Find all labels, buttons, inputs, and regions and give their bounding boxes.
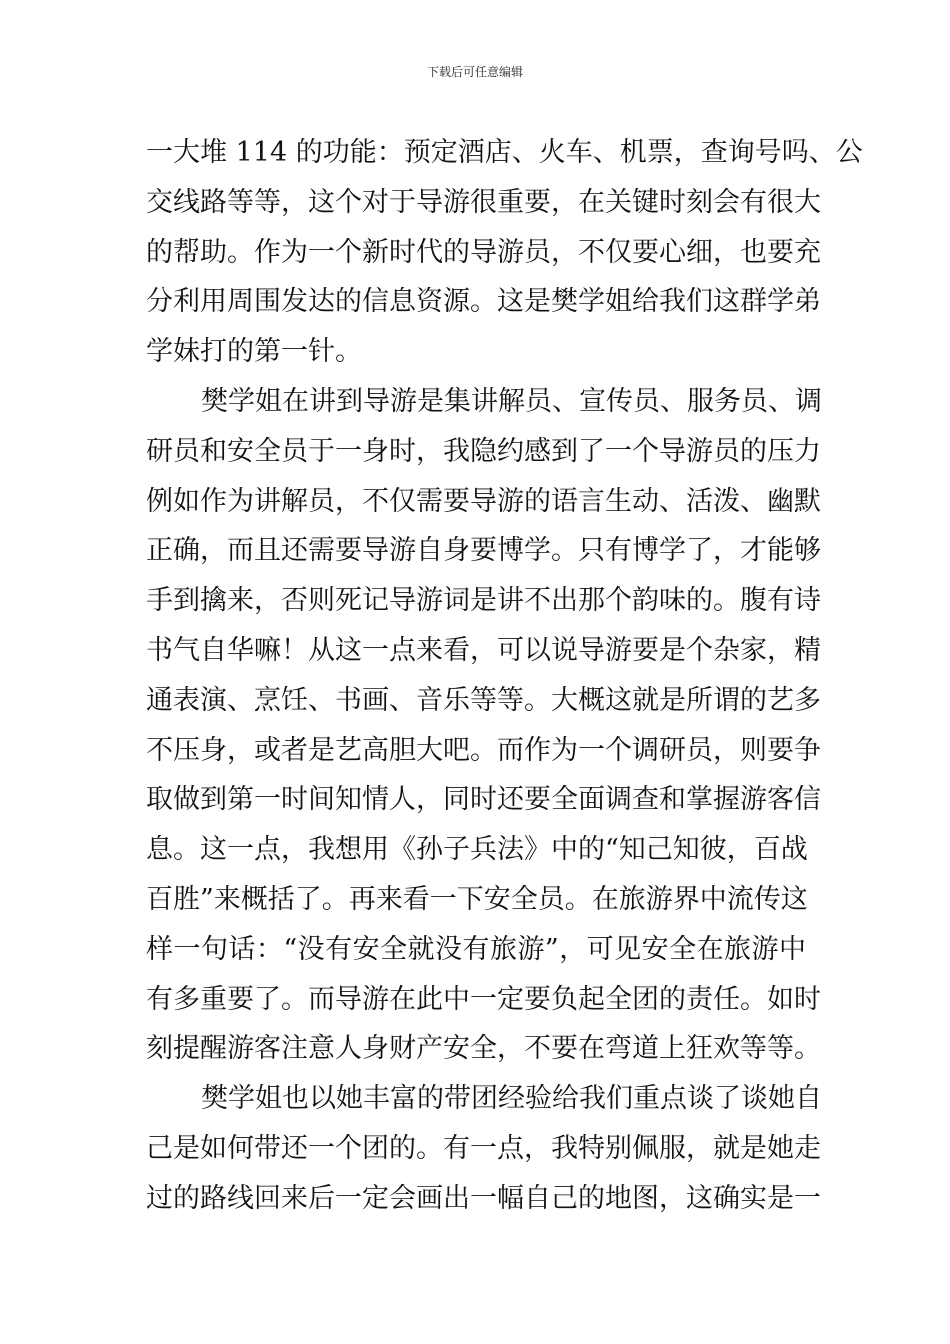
- text-line: 的帮助。作为一个新时代的导游员，不仅要心细，也要充: [146, 236, 821, 268]
- text-line: 例如作为讲解员，不仅需要导游的语言生动、活泼、幽默: [146, 485, 821, 517]
- page-header: 下载后可任意编辑: [426, 65, 523, 79]
- text-line: 交线路等等，这个对于导游很重要，在关键时刻会有很大: [146, 186, 821, 218]
- text-line: 刻提醒游客注意人身财产安全，不要在弯道上狂欢等等。: [146, 1033, 821, 1065]
- text-line: 己是如何带还一个团的。有一点，我特别佩服，就是她走: [146, 1132, 821, 1164]
- text-line: 不压身，或者是艺高胆大吧。而作为一个调研员，则要争: [146, 734, 821, 766]
- text-line: 息。这一点，我想用《孙子兵法》中的“知己知彼，百战: [146, 834, 808, 866]
- paragraph-start-line: 樊学姐在讲到导游是集讲解员、宣传员、服务员、调: [201, 385, 822, 417]
- text-line: 样一句话：“没有安全就没有旅游”，可见安全在旅游中: [146, 933, 806, 965]
- text-line: 通表演、烹饪、书画、音乐等等。大概这就是所谓的艺多: [146, 684, 821, 716]
- text-line: 正确，而且还需要导游自身要博学。只有博学了，才能够: [146, 535, 821, 567]
- text-line: 研员和安全员于一身时，我隐约感到了一个导游员的压力: [146, 435, 821, 467]
- text-line: 有多重要了。而导游在此中一定要负起全团的责任。如时: [146, 983, 821, 1015]
- text-line: 学妹打的第一针。: [146, 336, 362, 368]
- text-line: 手到擒来，否则死记导游词是讲不出那个韵味的。腹有诗: [146, 585, 821, 617]
- text-line: 分利用周围发达的信息资源。这是樊学姐给我们这群学弟: [146, 286, 821, 318]
- text-line: 过的路线回来后一定会画出一幅自己的地图，这确实是一: [146, 1182, 821, 1214]
- document-body: [146, 128, 863, 1224]
- text-line: 取做到第一时间知情人，同时还要全面调查和掌握游客信: [146, 784, 821, 816]
- text-line: 书气自华嘛！从这一点来看，可以说导游要是个杂家，精: [146, 634, 821, 666]
- paragraph-start-line: 樊学姐也以她丰富的带团经验给我们重点谈了谈她自: [201, 1083, 822, 1115]
- text-line: 百胜”来概括了。再来看一下安全员。在旅游界中流传这: [146, 883, 808, 915]
- text-line: 一大堆 114 的功能：预定酒店、火车、机票，查询号吗、公: [146, 137, 863, 168]
